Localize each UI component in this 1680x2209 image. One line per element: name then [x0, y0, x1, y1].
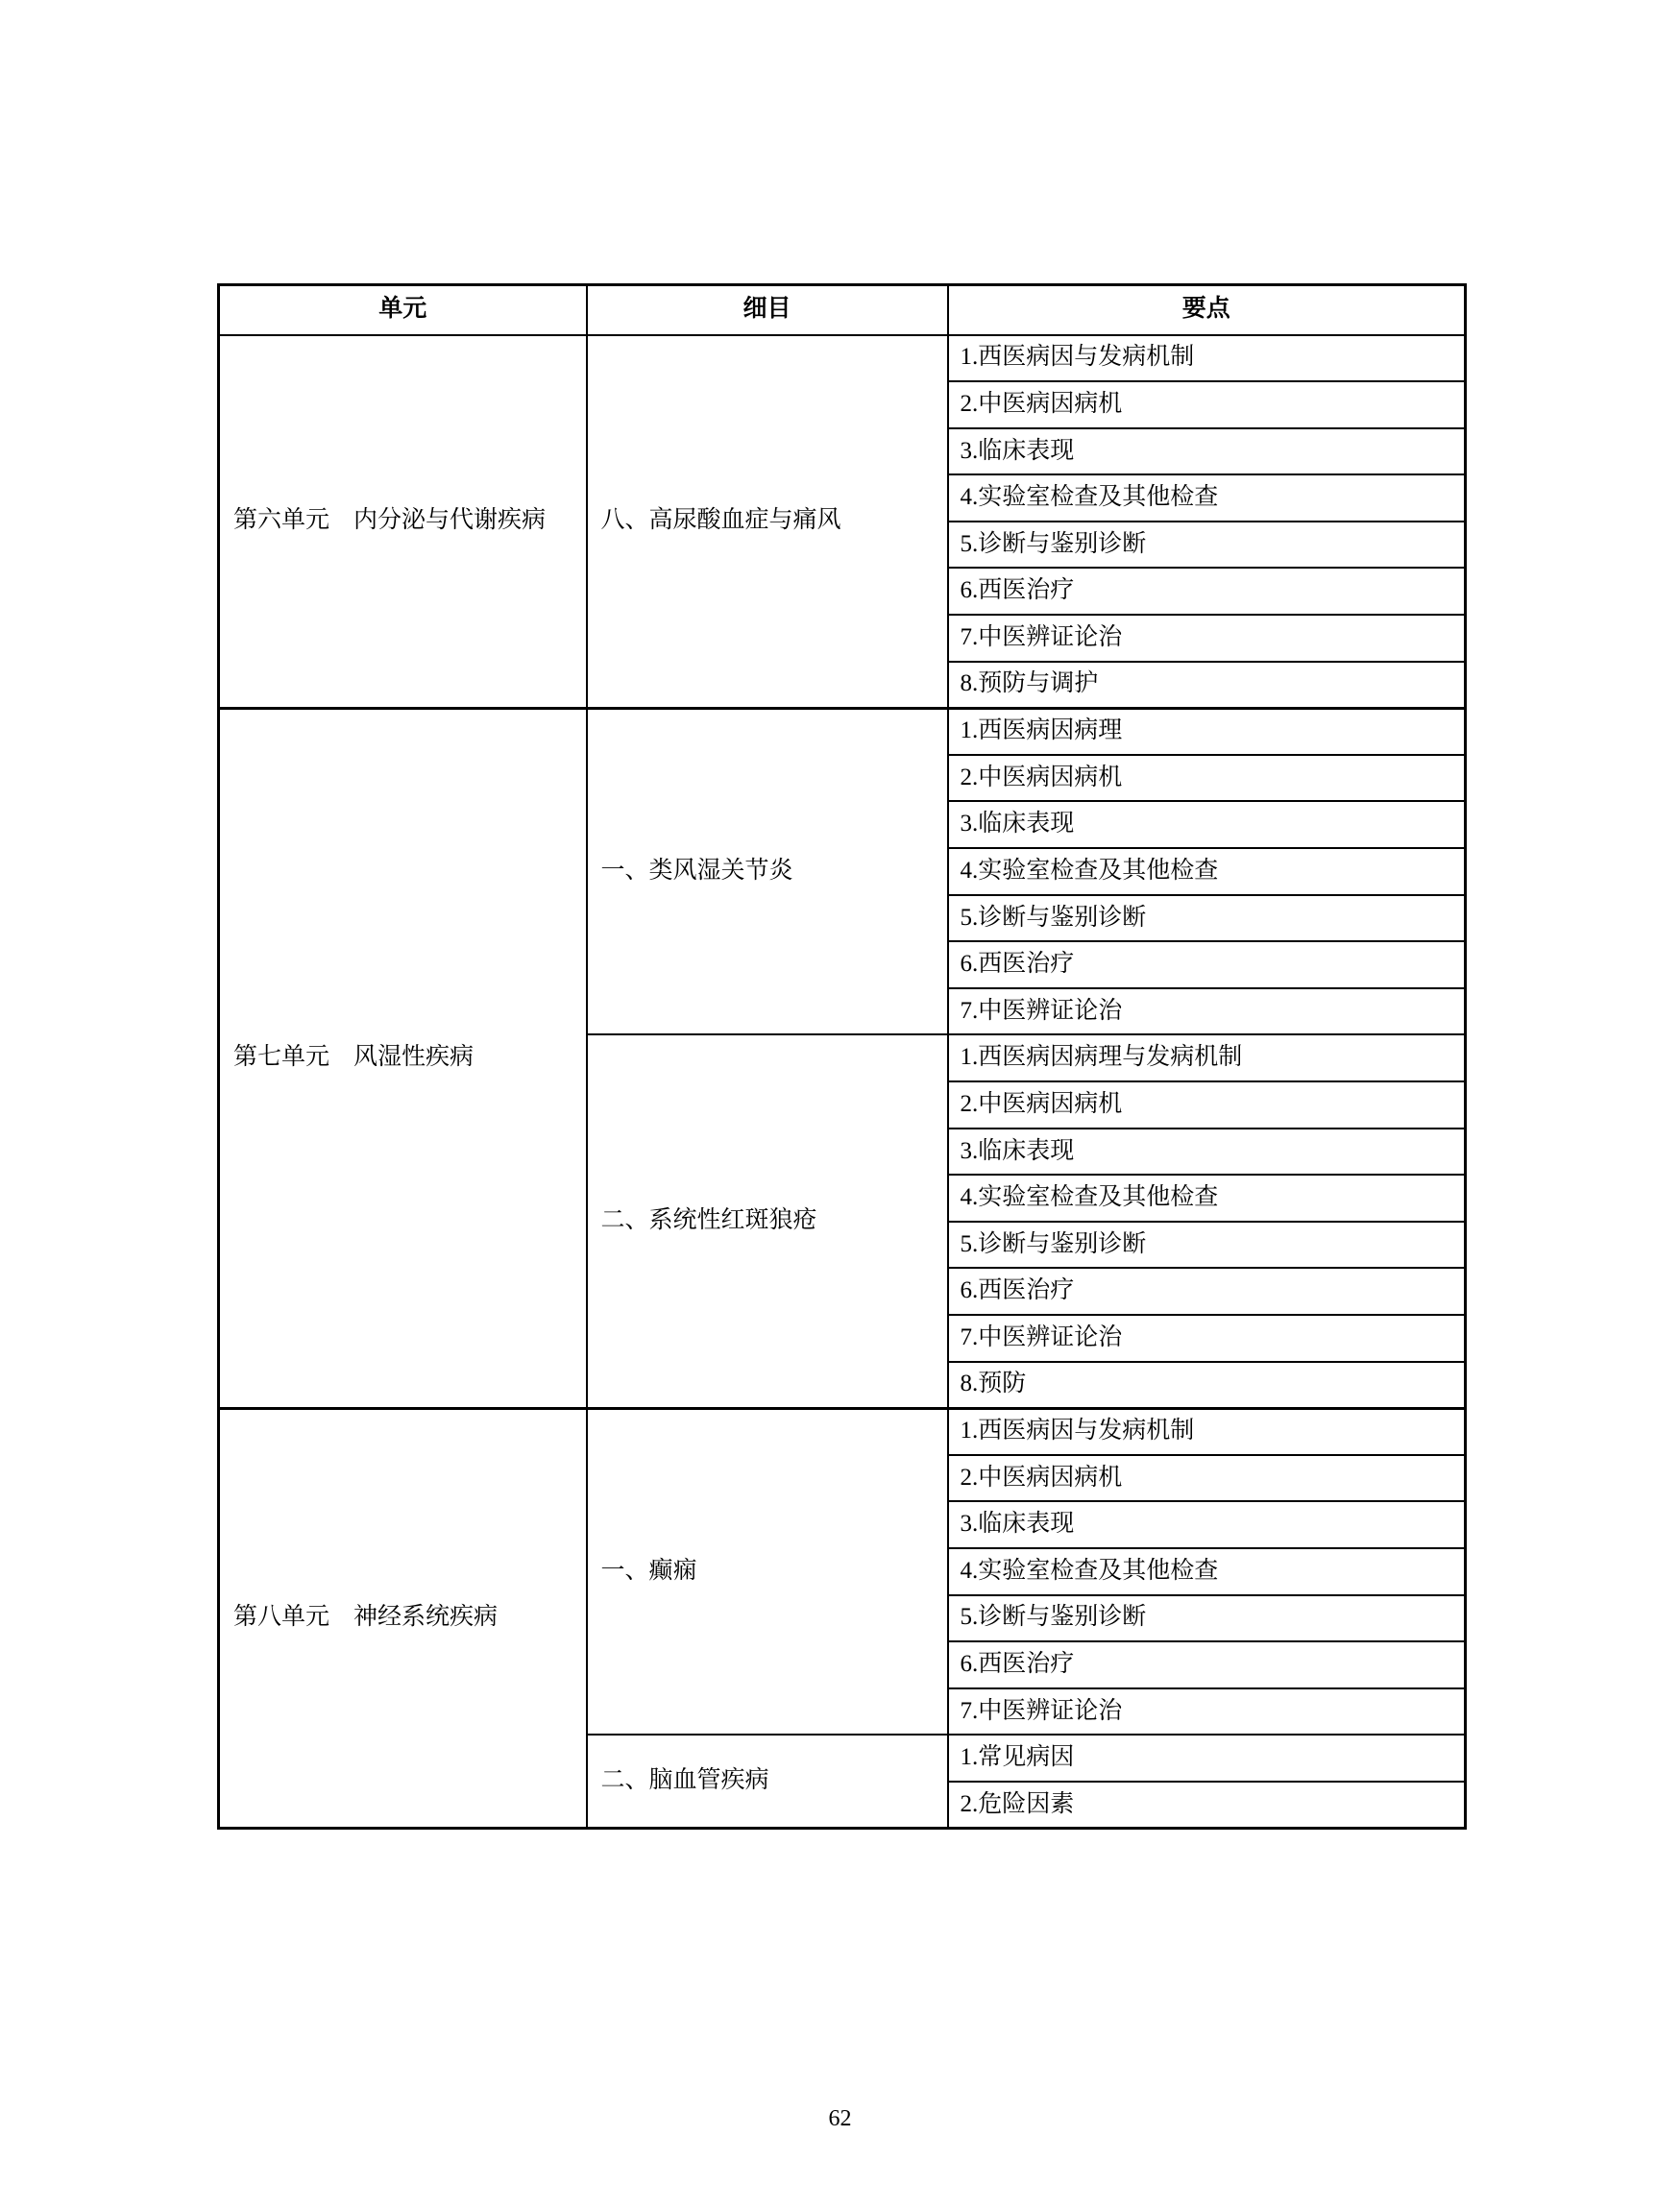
point-cell: 5.诊断与鉴别诊断: [948, 522, 1466, 569]
point-cell: 7.中医辨证论治: [948, 988, 1466, 1035]
header-unit: 单元: [219, 285, 587, 335]
syllabus-table-wrapper: [217, 283, 1467, 1830]
point-cell: 4.实验室检查及其他检查: [948, 848, 1466, 895]
table-row: [219, 1408, 1466, 1455]
point-cell: 3.临床表现: [948, 1501, 1466, 1548]
point-cell: 5.诊断与鉴别诊断: [948, 1595, 1466, 1642]
point-cell: 2.危险因素: [948, 1782, 1466, 1829]
point-cell: 4.实验室检查及其他检查: [948, 1175, 1466, 1222]
point-cell: 5.诊断与鉴别诊断: [948, 1222, 1466, 1269]
item-cell: 一、癫痫: [587, 1408, 948, 1735]
point-cell: 2.中医病因病机: [948, 1455, 1466, 1502]
point-cell: 6.西医治疗: [948, 941, 1466, 988]
unit-cell: 第八单元 神经系统疾病: [219, 1408, 587, 1828]
point-cell: 2.中医病因病机: [948, 755, 1466, 802]
point-cell: 2.中医病因病机: [948, 381, 1466, 428]
point-cell: 6.西医治疗: [948, 1641, 1466, 1688]
point-cell: 7.中医辨证论治: [948, 615, 1466, 662]
point-cell: 1.西医病因与发病机制: [948, 335, 1466, 382]
syllabus-table: [217, 283, 1467, 1830]
point-cell: 2.中医病因病机: [948, 1081, 1466, 1129]
point-cell: 5.诊断与鉴别诊断: [948, 895, 1466, 942]
item-cell: 一、类风湿关节炎: [587, 708, 948, 1034]
point-cell: 4.实验室检查及其他检查: [948, 1548, 1466, 1595]
unit-cell: 第七单元 风湿性疾病: [219, 708, 587, 1408]
point-cell: 7.中医辨证论治: [948, 1315, 1466, 1362]
point-cell: 6.西医治疗: [948, 568, 1466, 615]
point-cell: 3.临床表现: [948, 801, 1466, 848]
point-cell: 3.临床表现: [948, 1129, 1466, 1176]
point-cell: 8.预防与调护: [948, 662, 1466, 709]
point-cell: 8.预防: [948, 1362, 1466, 1409]
table-row: [219, 708, 1466, 755]
point-cell: 6.西医治疗: [948, 1268, 1466, 1315]
header-row: [219, 285, 1466, 335]
point-cell: 1.西医病因病理: [948, 708, 1466, 755]
header-item: 细目: [587, 285, 948, 335]
table-row: [219, 335, 1466, 382]
point-cell: 7.中医辨证论治: [948, 1688, 1466, 1736]
point-cell: 1.常见病因: [948, 1735, 1466, 1782]
point-cell: 3.临床表现: [948, 428, 1466, 475]
point-cell: 1.西医病因与发病机制: [948, 1408, 1466, 1455]
point-cell: 1.西医病因病理与发病机制: [948, 1034, 1466, 1081]
item-cell: 八、高尿酸血症与痛风: [587, 335, 948, 709]
unit-cell: 第六单元 内分泌与代谢疾病: [219, 335, 587, 709]
item-cell: 二、系统性红斑狼疮: [587, 1034, 948, 1408]
page-number: 62: [828, 2106, 852, 2131]
item-cell: 二、脑血管疾病: [587, 1735, 948, 1828]
header-points: 要点: [948, 285, 1466, 335]
point-cell: 4.实验室检查及其他检查: [948, 474, 1466, 522]
